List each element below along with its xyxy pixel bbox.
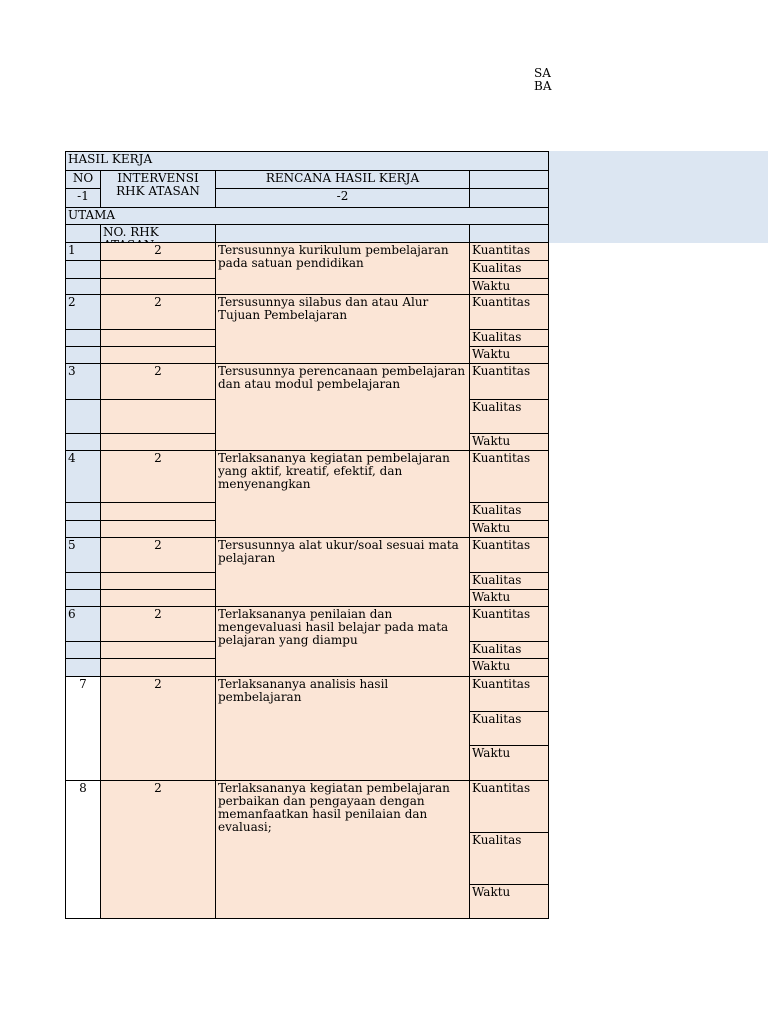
indicator-kuantitas: Kuantitas (469, 606, 549, 642)
row-number-subcell (65, 572, 101, 590)
row-number-subcell (65, 433, 101, 451)
row-rhk-subcell (100, 329, 216, 347)
document-header-line-2: BA (534, 79, 552, 93)
indicator-kuantitas: Kuantitas (469, 676, 549, 712)
indicator-kuantitas: Kuantitas (469, 294, 549, 330)
row-rhk-atasan: 2 (100, 606, 216, 642)
row-rhk-subcell (100, 589, 216, 607)
row-number-subcell (65, 346, 101, 364)
row-rencana-hasil-kerja: Terlaksananya penilaian dan mengevaluasi hasil belajar pada mata pelajaran yang diampu (215, 606, 470, 677)
row-number-subcell (65, 329, 101, 347)
subheader-no-rhk-atasan: NO. RHK (100, 224, 216, 243)
row-rhk-atasan: 2 (100, 242, 216, 261)
indicator-waktu: Waktu (469, 433, 549, 451)
header-empty-cell (469, 188, 549, 208)
indicator-kualitas: Kualitas (469, 329, 549, 347)
indicator-kuantitas: Kuantitas (469, 537, 549, 573)
row-rencana-hasil-kerja: Terlaksananya analisis hasil pembelajaran (215, 676, 470, 781)
indicator-kualitas: Kualitas (469, 502, 549, 521)
indicator-kualitas: Kualitas (469, 711, 549, 746)
row-rhk-atasan: 2 (100, 363, 216, 400)
row-rhk-subcell (100, 641, 216, 659)
row-rencana-hasil-kerja: Terlaksananya kegiatan pembelajaran yang aktif, kreatif, efektif, dan menyenangkan (215, 450, 470, 538)
row-rhk-atasan: 2 (100, 450, 216, 503)
row-rhk-subcell (100, 502, 216, 521)
row-number-subcell (65, 502, 101, 521)
indicator-kuantitas: Kuantitas (469, 363, 549, 400)
row-number-subcell (65, 589, 101, 607)
row-rhk-subcell (100, 572, 216, 590)
row-number: 8 (65, 780, 101, 919)
indicator-kualitas: Kualitas (469, 832, 549, 885)
indicator-kualitas: Kualitas (469, 260, 549, 279)
header-number-rencana: -2 (215, 188, 470, 208)
row-rhk-subcell (100, 399, 216, 434)
indicator-waktu: Waktu (469, 658, 549, 677)
indicator-kualitas: Kualitas (469, 399, 549, 434)
row-rencana-hasil-kerja: Tersusunnya alat ukur/soal sesuai mata pelajaran (215, 537, 470, 607)
row-rhk-atasan: 2 (100, 294, 216, 330)
header-number-no: -1 (65, 188, 101, 208)
row-rhk-subcell (100, 260, 216, 279)
row-number-subcell (65, 520, 101, 538)
row-rencana-hasil-kerja: Tersusunnya silabus dan atau Alur Tujuan Pembelajaran (215, 294, 470, 364)
indicator-waktu: Waktu (469, 589, 549, 607)
row-number: 1 (65, 242, 101, 261)
row-number-subcell (65, 658, 101, 677)
row-rencana-hasil-kerja: Tersusunnya kurikulum pembelajaran pada satuan pendidikan (215, 242, 470, 295)
header-no: NO (65, 170, 101, 189)
indicator-kualitas: Kualitas (469, 641, 549, 659)
row-rhk-atasan: 2 (100, 780, 216, 919)
header-rencana-hasil-kerja: RENCANA HASIL KERJA (215, 170, 470, 189)
indicator-kuantitas: Kuantitas (469, 242, 549, 261)
row-rhk-subcell (100, 658, 216, 677)
row-number: 2 (65, 294, 101, 330)
row-rencana-hasil-kerja: Terlaksananya kegiatan pembelajaran perbaikan dan pengayaan dengan memanfaatkan hasil penilaian dan evaluasi; (215, 780, 470, 919)
row-number: 3 (65, 363, 101, 400)
subheader-empty-cell (65, 224, 101, 243)
row-number-subcell (65, 260, 101, 279)
row-number-subcell (65, 399, 101, 434)
subheader-empty-cell (215, 224, 470, 243)
indicator-kuantitas: Kuantitas (469, 780, 549, 833)
row-rhk-subcell (100, 278, 216, 295)
indicator-waktu: Waktu (469, 346, 549, 364)
subheader-empty-cell (469, 224, 549, 243)
row-rhk-atasan: 2 (100, 537, 216, 573)
header-empty-cell (469, 170, 549, 189)
row-number: 6 (65, 606, 101, 642)
row-rhk-atasan: 2 (100, 676, 216, 781)
indicator-waktu: Waktu (469, 884, 549, 919)
row-number: 7 (65, 676, 101, 781)
indicator-kualitas: Kualitas (469, 572, 549, 590)
row-number-subcell (65, 641, 101, 659)
indicator-waktu: Waktu (469, 278, 549, 295)
indicator-kuantitas: Kuantitas (469, 450, 549, 503)
section-title-hasil-kerja: HASIL KERJA (65, 151, 549, 171)
document-header-line-1: SA (534, 66, 551, 80)
row-rhk-subcell (100, 520, 216, 538)
row-rhk-subcell (100, 346, 216, 364)
header-fill-band (548, 151, 768, 243)
row-number: 5 (65, 537, 101, 573)
row-rhk-subcell (100, 433, 216, 451)
header-intervensi-rhk-atasan: INTERVENSI RHK ATASAN (100, 170, 216, 208)
row-rencana-hasil-kerja: Tersusunnya perencanaan pembelajaran dan atau modul pembelajaran (215, 363, 470, 451)
row-number-subcell (65, 278, 101, 295)
row-number: 4 (65, 450, 101, 503)
indicator-waktu: Waktu (469, 745, 549, 781)
section-utama: UTAMA (65, 207, 549, 225)
indicator-waktu: Waktu (469, 520, 549, 538)
